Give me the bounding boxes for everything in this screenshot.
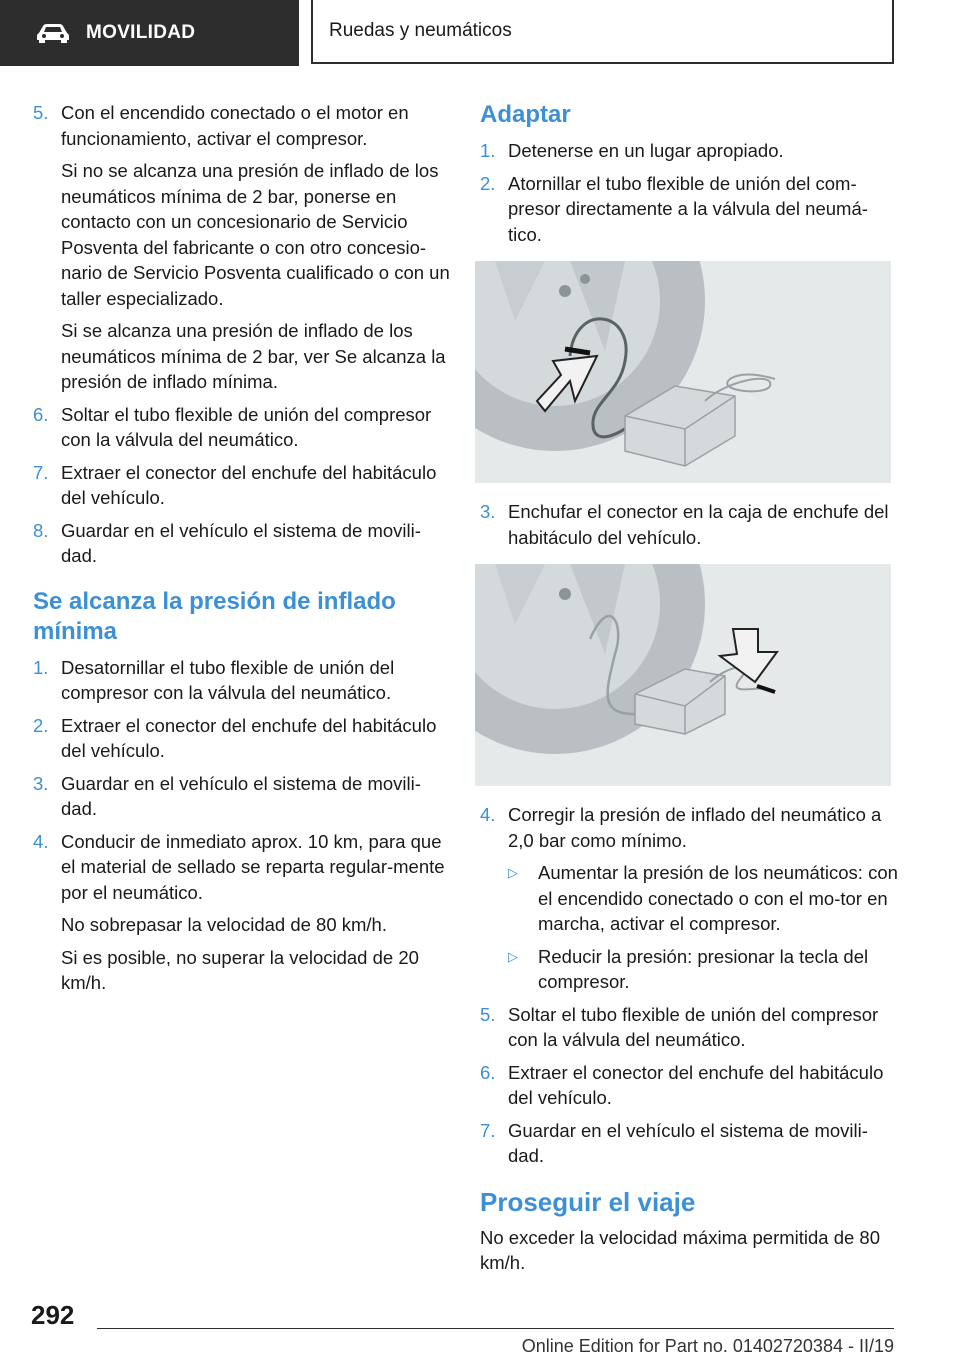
step-text: Extraer el conector del enchufe del habitáculo del vehículo. [61,714,437,761]
bullet-item [508,860,898,937]
step-item [480,138,898,164]
step-number: 2. [33,714,49,736]
step-number: 2. [480,172,496,194]
chapter-title: Ruedas y neumáticos [329,20,512,41]
step-text: No sobrepasar la velocidad de 80 km/h. [61,914,387,935]
step-number: 7. [33,461,49,483]
step-item [33,655,450,706]
triangle-bullet-icon: ▷ [508,948,518,964]
page-number: 292 [31,1300,75,1330]
step-number: 3. [33,772,49,794]
step-list-min-pressure [33,655,450,996]
step-number: 1. [33,656,49,678]
step-text: Guardar en el vehículo el sistema de movili-dad. [61,519,421,566]
step-number: 4. [480,804,496,825]
step-text: Si no se alcanza una presión de inflado de los neumáticos mínima de 2 bar, ponerse en contacto con un concesionario de Servicio Posventa del fabricante o con otro concesio-nario de Servicio Posventa cualificado o con un taller especializado. [61,160,450,309]
step-text: Si se alcanza una presión de inflado de los neumáticos mínima de 2 bar, ver Se alcanza la presión de inflado mínima. [61,320,446,392]
step-item [480,499,898,550]
bullet-text: Reducir la presión: presionar la tecla del compresor. [538,945,869,992]
step-text: Atornillar el tubo flexible de unión del com-presor directamente a la válvula del neumá-tico. [508,172,868,245]
step-list-continue [33,100,450,569]
step-text: Soltar el tubo flexible de unión del compresor con la válvula del neumático. [508,1003,879,1050]
body-text: No exceder la velocidad máxima permitida de 80 km/h. [480,1226,881,1273]
step-item [33,460,450,511]
step-number: 6. [33,403,49,425]
step-item [480,802,898,995]
step-item [480,1118,898,1169]
step-text: Detenerse en un lugar apropiado. [508,140,784,161]
step-item [33,771,450,822]
step-item [33,402,450,453]
section-heading: Proseguir el viaje [480,1186,696,1217]
step-text: Enchufar el conector en la caja de enchufe del habitáculo del vehículo. [508,501,889,548]
section-title: MOVILIDAD [86,22,196,43]
step-item [33,829,450,996]
step-text: Extraer el conector del enchufe del habitáculo del vehículo. [508,1061,884,1108]
illustration-plug-connector [475,564,891,786]
step-item [480,1002,898,1053]
step-text: Si es posible, no superar la velocidad de 20 km/h. [61,946,419,993]
step-number: 7. [480,1119,496,1141]
footer-divider [97,1328,894,1329]
step-text: Corregir la presión de inflado del neumático a 2,0 bar como mínimo. [508,804,882,851]
step-text: Extraer el conector del enchufe del habitáculo del vehículo. [61,461,437,508]
bullet-text: Aumentar la presión de los neumáticos: con el encendido conectado o con el mo-tor en marcha, activar el compresor. [538,862,898,934]
step-number: 1. [480,140,496,161]
step-text: Conducir de inmediato aprox. 10 km, para que el material de sellado se reparta regular-mente por el neumático. [61,830,445,903]
step-item [33,100,450,395]
step-number: 4. [33,830,49,852]
step-item [480,171,898,248]
step-number: 6. [480,1061,496,1083]
car-icon [36,22,70,44]
step-text: Guardar en el vehículo el sistema de movili-dad. [508,1119,868,1166]
section-heading: Se alcanza la presión de inflado mínima [33,587,396,645]
step-text: Guardar en el vehículo el sistema de movili-dad. [61,772,421,819]
step-item [33,713,450,764]
chapter-header [311,0,894,64]
step-number: 5. [33,102,49,123]
illustration-hose-to-valve [475,261,891,483]
step-text: Con el encendido conectado o el motor en funcionamiento, activar el compresor. [61,102,409,149]
step-item [480,1060,898,1111]
bullet-item [508,944,898,995]
step-number: 8. [33,519,49,541]
section-header [0,0,299,66]
step-item [33,518,450,569]
step-text: Soltar el tubo flexible de unión del compresor con la válvula del neumático. [61,403,432,450]
section-heading: Adaptar [480,101,571,128]
right-column [480,100,898,1276]
step-text: Desatornillar el tubo flexible de unión del compresor con la válvula del neumático. [61,656,395,703]
edition-footer: Online Edition for Part no. 01402720384 - II/19 [521,1336,894,1356]
triangle-bullet-icon: ▷ [508,865,518,880]
step-number: 3. [480,501,496,522]
step-number: 5. [480,1003,496,1025]
left-column [33,100,450,1003]
